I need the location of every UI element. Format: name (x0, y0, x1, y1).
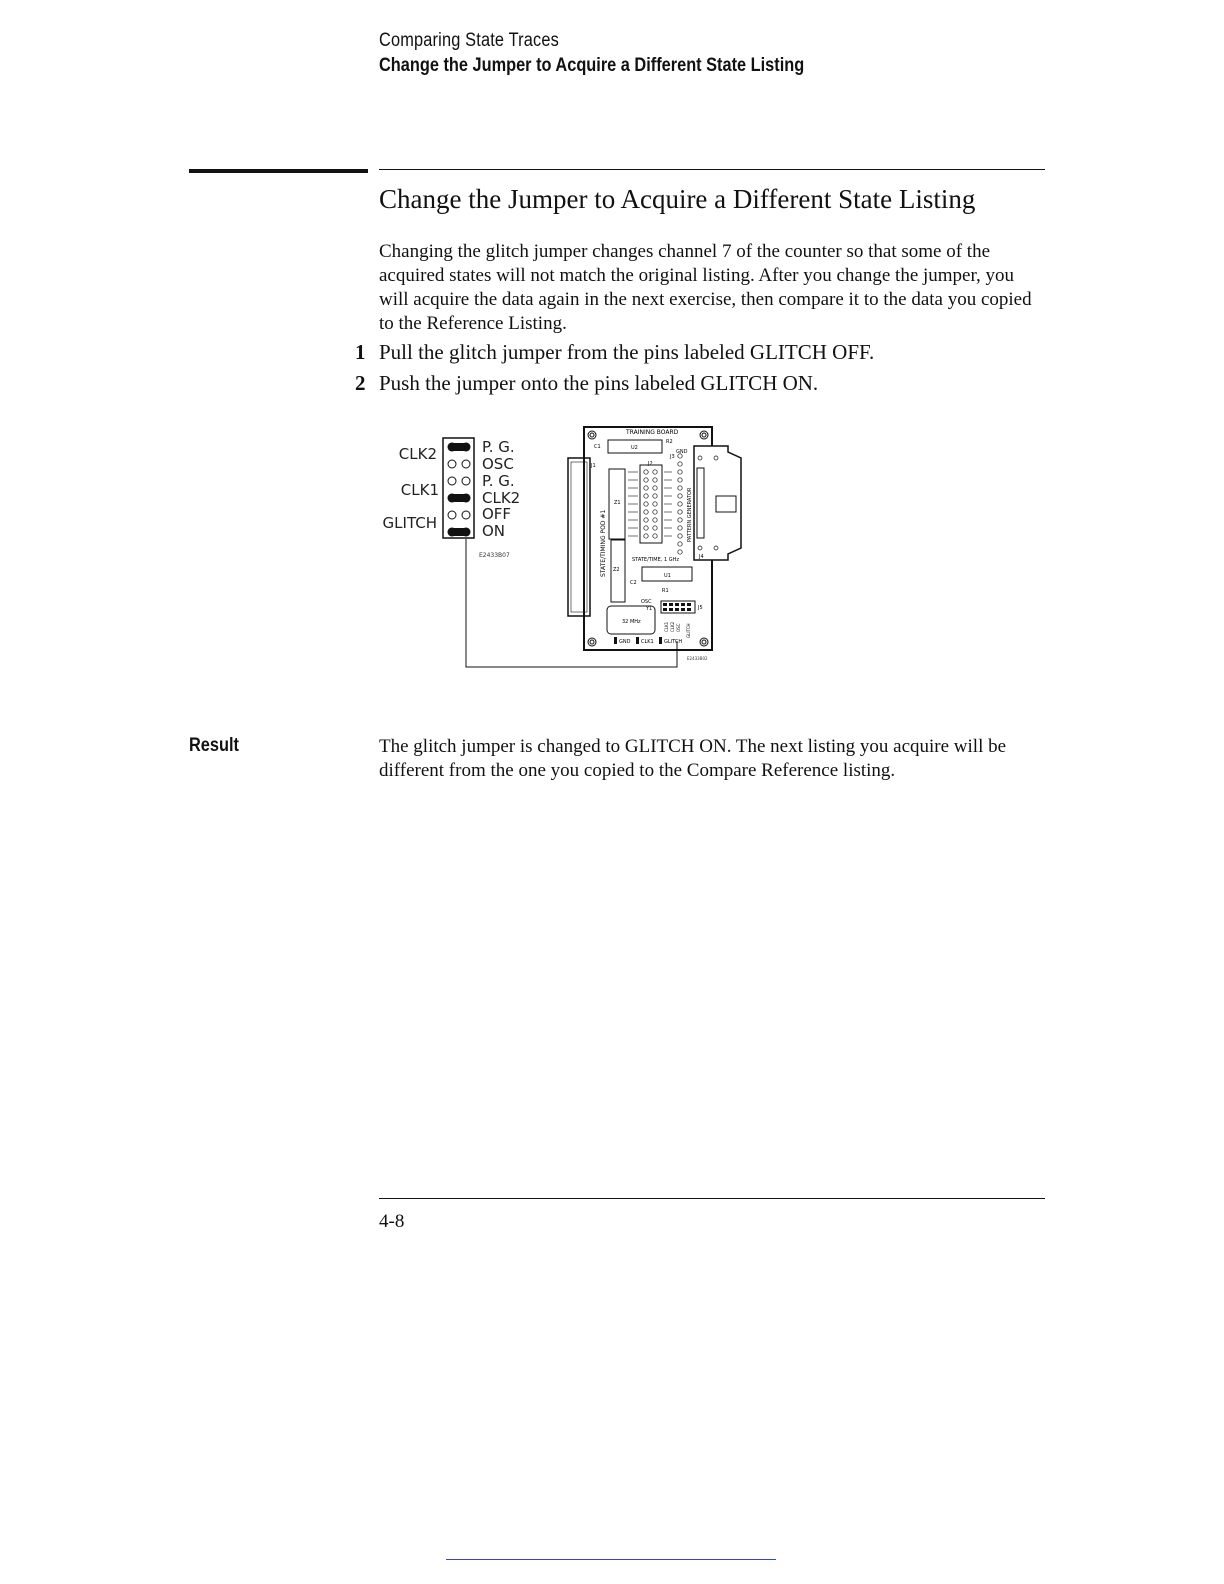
jumper-block (443, 438, 474, 538)
label-r2: R2 (666, 439, 673, 445)
label-z2: Z2 (613, 567, 620, 573)
board-figure-code: E2433B02 (687, 656, 708, 661)
footer-rule (379, 1198, 1045, 1199)
section-rule-thick (189, 169, 368, 173)
label-u2: U2 (631, 445, 638, 451)
step-1 (355, 340, 874, 365)
step-1-text: Pull the glitch jumper from the pins labeled GLITCH OFF. (379, 340, 875, 364)
bottom-link-underline[interactable] (446, 1559, 776, 1560)
page-number: 4-8 (379, 1211, 405, 1232)
jumper-label-pg-1: P. G. (482, 438, 515, 456)
label-j4: J4 (699, 554, 704, 560)
jumper-label-pg-2: P. G. (482, 472, 515, 490)
section-rule-thin (379, 169, 1045, 170)
label-c1: C1 (594, 444, 601, 450)
label-gnd: GND (676, 449, 688, 455)
jumper-cap-pg (448, 443, 470, 451)
label-crystal: 32 MHz (622, 619, 641, 625)
label-j5-glitch: GLITCH (686, 623, 691, 638)
board-title: TRAINING BOARD (626, 429, 679, 436)
step-2-text: Push the jumper onto the pins labeled GLITCH ON. (379, 371, 819, 395)
label-pod1: STATE/TIMING POD #1 (600, 509, 607, 577)
running-header-section: Change the Jumper to Acquire a Different State Listing (379, 55, 805, 76)
label-state-time: STATE/TIME, 1 GHz (632, 557, 679, 563)
label-pattern-generator: PATTERN GENERATOR (687, 487, 693, 542)
running-header (379, 30, 873, 77)
label-z1: Z1 (614, 500, 621, 506)
label-r1: R1 (662, 588, 669, 594)
label-j5-clk2: CLK2 (670, 621, 675, 632)
label-j5-osc: OSC (676, 623, 681, 632)
training-board-figure (376, 422, 756, 672)
intro-paragraph: Changing the glitch jumper changes channel 7 of the counter so that some of the acquired states will not match the original listing. After you change the jumper, you will acquire the data again in the next exercise, then compare it to the data you copied to the Reference Listing. (379, 241, 1032, 334)
result-text: The glitch jumper is changed to GLITCH ON. The next listing you acquire will be different from the one you copied to the Compare Reference listing. (379, 736, 1007, 781)
jumper-cap-glitch-on (448, 528, 470, 536)
jumper-label-clk2-right: CLK2 (482, 489, 521, 507)
label-tp-gnd: GND (619, 639, 631, 645)
jumper-cap-clk2 (448, 494, 470, 502)
label-y1: Y1 (646, 606, 653, 612)
label-j5-clk1: CLK1 (664, 621, 669, 632)
label-c2: C2 (630, 580, 637, 586)
header-j5 (661, 601, 695, 613)
jumper-label-osc: OSC (482, 455, 514, 473)
step-2-number: 2 (355, 371, 366, 395)
header-j2 (640, 465, 662, 543)
jumper-label-on: ON (482, 522, 506, 540)
jumper-label-clk1: CLK1 (400, 481, 439, 499)
label-osc: OSC (641, 599, 652, 605)
label-j2: J2 (648, 461, 653, 467)
training-board (568, 427, 741, 650)
label-u1: U1 (664, 573, 671, 579)
jumper-label-glitch: GLITCH (382, 514, 437, 532)
label-tp-glitch: GLITCH (664, 639, 683, 645)
jumper-figure-code: E2433B07 (479, 552, 510, 559)
step-2 (355, 371, 818, 396)
label-j3: J3 (670, 454, 675, 460)
page-title: Change the Jumper to Acquire a Different State Listing (379, 184, 976, 214)
label-tp-clk1: CLK1 (641, 639, 654, 645)
jumper-label-off: OFF (482, 505, 512, 523)
result-label: Result (189, 735, 239, 756)
step-1-number: 1 (355, 340, 366, 364)
jumper-label-clk2: CLK2 (398, 445, 437, 463)
label-j1: J1 (591, 463, 596, 469)
connector-j4 (694, 446, 741, 560)
label-j5: J5 (698, 605, 703, 611)
running-header-chapter: Comparing State Traces (379, 30, 559, 51)
